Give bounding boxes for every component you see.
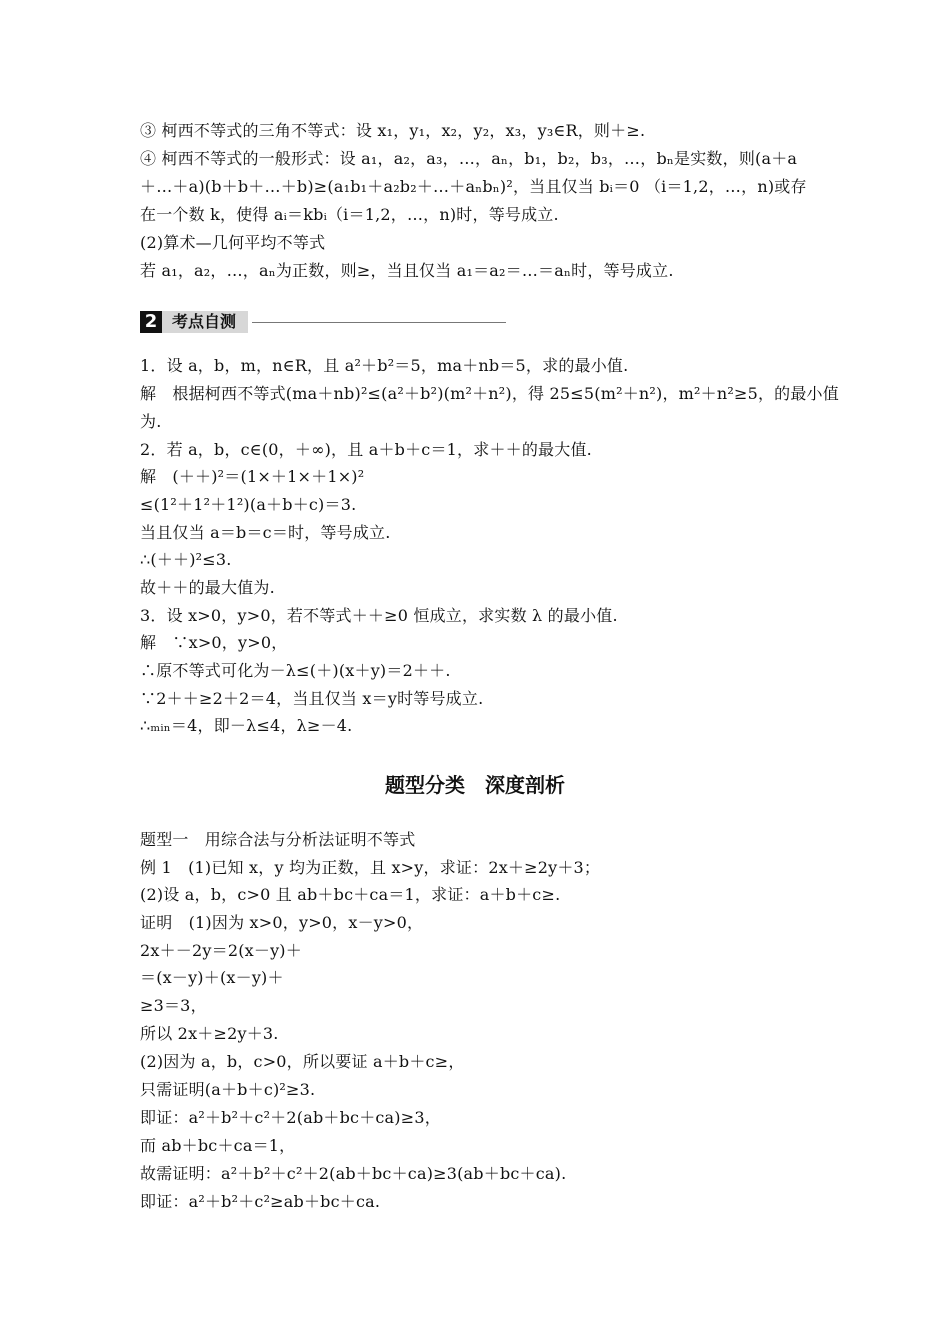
- text-line: (2)因为 a，b，c>0，所以要证 a＋b＋c≥，: [140, 1052, 465, 1071]
- section-number: 2: [140, 311, 162, 333]
- part-title: 题型分类 深度剖析: [385, 773, 565, 797]
- text-line: ③ 柯西不等式的三角不等式：设 x₁，y₁，x₂，y₂，x₃，y₃∈R，则＋≥.: [140, 121, 646, 140]
- text-line: 若 a₁，a₂，…，aₙ为正数，则≥，当且仅当 a₁＝a₂＝…＝aₙ时，等号成立.: [140, 261, 674, 280]
- text-line: 3．设 x>0，y>0，若不等式＋＋≥0 恒成立，求实数 λ 的最小值.: [140, 606, 618, 625]
- heading-divider: [252, 322, 506, 323]
- text-line: ∴原不等式可化为－λ≤(＋)(x＋y)＝2＋＋.: [140, 661, 451, 680]
- section-heading: [140, 311, 506, 333]
- text-line: (2)设 a，b，c>0 且 ab＋bc＋ca＝1，求证：a＋b＋c≥.: [140, 885, 561, 904]
- text-line: 在一个数 k，使得 aᵢ＝kbᵢ（i＝1,2，…，n)时，等号成立.: [140, 205, 559, 224]
- text-line: ∵2＋＋≥2＋2＝4，当且仅当 x＝y时等号成立.: [140, 689, 484, 708]
- text-line: 证明 (1)因为 x>0，y>0，x－y>0，: [140, 913, 424, 932]
- text-line: 即证：a²＋b²＋c²＋2(ab＋bc＋ca)≥3，: [140, 1108, 441, 1127]
- text-line: 所以 2x＋≥2y＋3.: [140, 1024, 279, 1043]
- text-line: 题型一 用综合法与分析法证明不等式: [140, 830, 416, 849]
- text-line: 而 ab＋bc＋ca＝1，: [140, 1136, 296, 1155]
- text-line: 当且仅当 a＝b＝c＝时，等号成立.: [140, 523, 391, 542]
- text-line: (2)算术—几何平均不等式: [140, 233, 326, 252]
- text-line: 解 根据柯西不等式(ma＋nb)²≤(a²＋b²)(m²＋n²)，得 25≤5(m²＋n²)，m²＋n²≥5，的最小值: [140, 384, 839, 403]
- text-line: ≥3＝3，: [140, 996, 207, 1015]
- text-line: 1．设 a，b，m，n∈R，且 a²＋b²＝5，ma＋nb＝5，求的最小值.: [140, 356, 629, 375]
- text-line: 即证：a²＋b²＋c²≥ab＋bc＋ca.: [140, 1192, 381, 1211]
- text-line: ∴ₘᵢₙ＝4，即－λ≤4，λ≥－4.: [140, 716, 353, 735]
- text-line: 故需证明：a²＋b²＋c²＋2(ab＋bc＋ca)≥3(ab＋bc＋ca).: [140, 1164, 567, 1183]
- text-line: 例 1 (1)已知 x，y 均为正数，且 x>y，求证：2x＋≥2y＋3；: [140, 858, 601, 877]
- text-line: ≤(1²＋1²＋1²)(a＋b＋c)＝3.: [140, 495, 357, 514]
- text-line: ＝(x－y)＋(x－y)＋: [140, 968, 284, 987]
- text-line: 故＋＋的最大值为.: [140, 578, 275, 597]
- text-line: 2．若 a，b，c∈(0，＋∞)，且 a＋b＋c＝1，求＋＋的最大值.: [140, 440, 592, 459]
- section-label: 考点自测: [162, 311, 248, 333]
- text-line: ④ 柯西不等式的一般形式：设 a₁，a₂，a₃，…，aₙ，b₁，b₂，b₃，…，bₙ是实数，则(a＋a: [140, 149, 798, 168]
- text-line: 解 ∵x>0，y>0，: [140, 633, 288, 652]
- text-line: 2x＋－2y＝2(x－y)＋: [140, 941, 302, 960]
- text-line: 为.: [140, 412, 162, 431]
- text-line: 解 (＋＋)²＝(1×＋1×＋1×)²: [140, 467, 365, 486]
- text-line: ∴(＋＋)²≤3.: [140, 550, 232, 569]
- text-line: ＋…＋a)(b＋b＋…＋b)≥(a₁b₁＋a₂b₂＋…＋aₙbₙ)²，当且仅当 bᵢ＝0 （i＝1,2，…，n)或存: [140, 177, 807, 196]
- text-line: 只需证明(a＋b＋c)²≥3.: [140, 1080, 316, 1099]
